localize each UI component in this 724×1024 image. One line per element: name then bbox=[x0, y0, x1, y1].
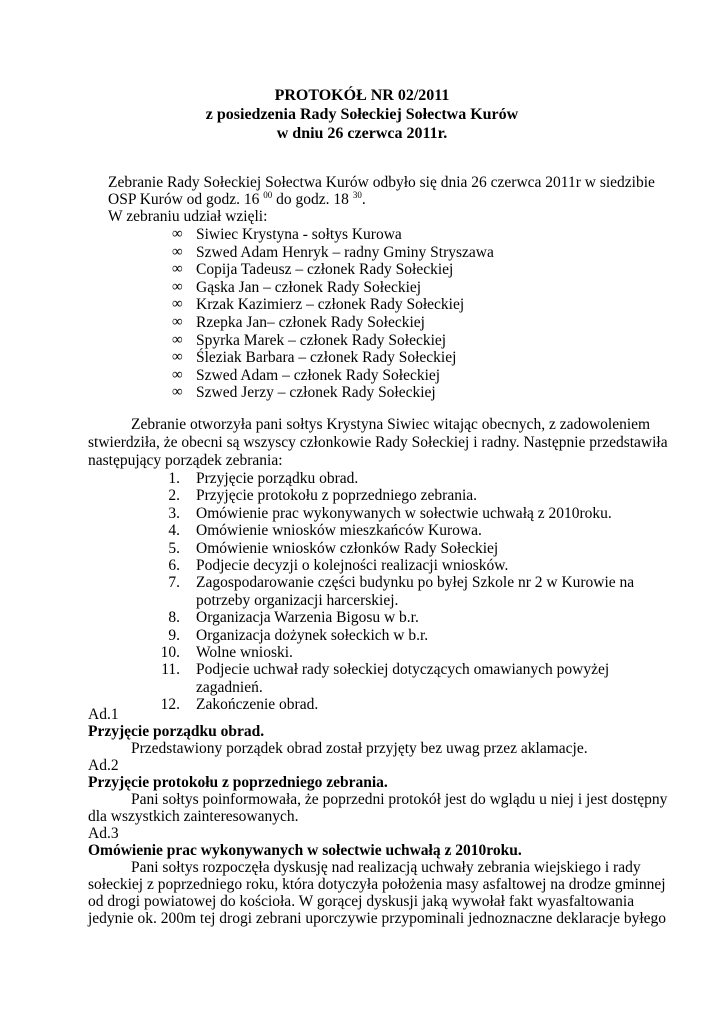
ad3-text-2: sołeckiej z poprzedniego roku, która dotyczyła położenia masy asfaltowej na drodze gminnej bbox=[88, 876, 666, 893]
agenda-number: 8. bbox=[168, 609, 180, 626]
agenda-item: Podjecie uchwał rady sołeckiej dotyczących omawianych powyżej bbox=[196, 661, 610, 678]
opening-line-2: stwierdziła, że obecni są wszyscy członkowie Rady Sołeckiej i radny. Następnie przedstawiła bbox=[88, 434, 668, 451]
ad3-text-4: jedynie ok. 200m tej drogi zebrani uporczywie przypominali jednoznaczne deklaracje byłego bbox=[88, 910, 667, 927]
agenda-item: Przyjęcie porządku obrad. bbox=[196, 470, 359, 487]
agenda-number: 4. bbox=[168, 522, 180, 539]
agenda-item: Przyjęcie protokołu z poprzedniego zebrania. bbox=[196, 487, 478, 504]
agenda-item: Wolne wnioski. bbox=[196, 644, 293, 661]
bullet-icon: ∞ bbox=[172, 314, 183, 330]
ad2-title: Przyjęcie protokołu z poprzedniego zebrania. bbox=[88, 774, 388, 791]
agenda-number: 7. bbox=[168, 574, 180, 591]
bullet-icon: ∞ bbox=[172, 261, 183, 277]
attendee-item: Rzepka Jan– członek Rady Sołeckiej bbox=[196, 314, 425, 331]
opening-line-1: Zebranie otworzyła pani sołtys Krystyna Siwiec witając obecnych, z zadowoleniem bbox=[131, 416, 651, 433]
ad2-text-1: Pani sołtys poinformowała, że poprzedni protokół jest do wglądu u niej i jest dostępny bbox=[131, 791, 668, 808]
agenda-number: 10. bbox=[160, 644, 180, 661]
ad3-title: Omówienie prac wykonywanych w sołectwie uchwałą z 2010roku. bbox=[88, 842, 522, 859]
attendee-item: Siwiec Krystyna - sołtys Kurowa bbox=[196, 226, 402, 243]
ad1-text: Przedstawiony porządek obrad został przyjęty bez uwag przez aklamacje. bbox=[131, 740, 588, 757]
bullet-icon: ∞ bbox=[172, 244, 183, 260]
bullet-icon: ∞ bbox=[172, 226, 183, 242]
attendee-item: Copija Tadeusz – członek Rady Sołeckiej bbox=[196, 261, 454, 278]
agenda-item: Omówienie prac wykonywanych w sołectwie uchwałą z 2010roku. bbox=[196, 505, 612, 522]
agenda-item: Organizacja Warzenia Bigosu w b.r. bbox=[196, 609, 419, 626]
ad2-text-2: dla wszystkich zainteresowanych. bbox=[88, 808, 299, 825]
agenda-item: Omówienie wniosków członków Rady Sołeckiej bbox=[196, 540, 499, 557]
attendee-item: Szwed Adam Henryk – radny Gminy Stryszawa bbox=[196, 244, 494, 261]
bullet-icon: ∞ bbox=[172, 279, 183, 295]
attendee-item: Krzak Kazimierz – członek Rady Sołeckiej bbox=[196, 296, 465, 313]
agenda-item: zagadnień. bbox=[196, 679, 263, 696]
agenda-item: Organizacja dożynek sołeckich w b.r. bbox=[196, 627, 429, 644]
document-date: w dniu 26 czerwca 2011r. bbox=[276, 125, 448, 142]
attendee-item: Szwed Adam – członek Rady Sołeckiej bbox=[196, 367, 441, 384]
attendee-item: Gąska Jan – członek Rady Sołeckiej bbox=[196, 279, 422, 296]
agenda-number: 6. bbox=[168, 557, 180, 574]
agenda-item: potrzeby organizacji harcerskiej. bbox=[196, 592, 399, 609]
bullet-icon: ∞ bbox=[172, 296, 183, 312]
ad3-text-1: Pani sołtys rozpoczęła dyskusję nad realizacją uchwały zebrania wiejskiego i rady bbox=[131, 859, 641, 876]
attendee-item: Spyrka Marek – członek Rady Sołeckiej bbox=[196, 332, 447, 349]
agenda-number: 12. bbox=[160, 696, 180, 713]
bullet-icon: ∞ bbox=[172, 332, 183, 348]
agenda-number: 3. bbox=[168, 505, 180, 522]
agenda-number: 5. bbox=[168, 540, 180, 557]
agenda-number: 11. bbox=[161, 661, 180, 678]
agenda-item: Zagospodarowanie części budynku po byłej Szkole nr 2 w Kurowie na bbox=[196, 574, 635, 591]
agenda-number: 2. bbox=[168, 487, 180, 504]
document-title: PROTOKÓŁ NR 02/2011 bbox=[274, 87, 450, 104]
intro-line-1: Zebranie Rady Sołeckiej Sołectwa Kurów odbyło się dnia 26 czerwca 2011r w siedzibie bbox=[108, 174, 655, 191]
agenda-item: Podjecie decyzji o kolejności realizacji wniosków. bbox=[196, 557, 509, 574]
ad1-label: Ad.1 bbox=[88, 706, 119, 723]
ad3-text-3: od drogi powiatowej do kościoła. W gorącej dyskusji jaką wywołał fakt wyasfaltowania bbox=[88, 893, 635, 910]
ad3-label: Ad.3 bbox=[88, 825, 119, 842]
agenda-number: 1. bbox=[168, 470, 180, 487]
intro-line-2: OSP Kurów od godz. 16 $^{00}$ do godz. 18 $^{30}$. bbox=[108, 190, 366, 208]
bullet-icon: ∞ bbox=[172, 384, 183, 400]
agenda-item: Omówienie wniosków mieszkańców Kurowa. bbox=[196, 522, 482, 539]
attendee-item: Szwed Jerzy – członek Rady Sołeckiej bbox=[196, 384, 436, 401]
agenda-item: Zakończenie obrad. bbox=[196, 696, 319, 713]
opening-line-3: następujący porządek zebrania: bbox=[88, 452, 283, 469]
ad1-title: Przyjęcie porządku obrad. bbox=[88, 723, 265, 740]
attendance-heading: W zebraniu udział wzięli: bbox=[108, 208, 268, 225]
document-subtitle: z posiedzenia Rady Sołeckiej Sołectwa Kurów bbox=[205, 106, 519, 123]
agenda-number: 9. bbox=[168, 627, 180, 644]
ad2-label: Ad.2 bbox=[88, 757, 119, 774]
bullet-icon: ∞ bbox=[172, 367, 183, 383]
bullet-icon: ∞ bbox=[172, 349, 183, 365]
attendee-item: Śleziak Barbara – członek Rady Sołeckiej bbox=[196, 349, 457, 366]
